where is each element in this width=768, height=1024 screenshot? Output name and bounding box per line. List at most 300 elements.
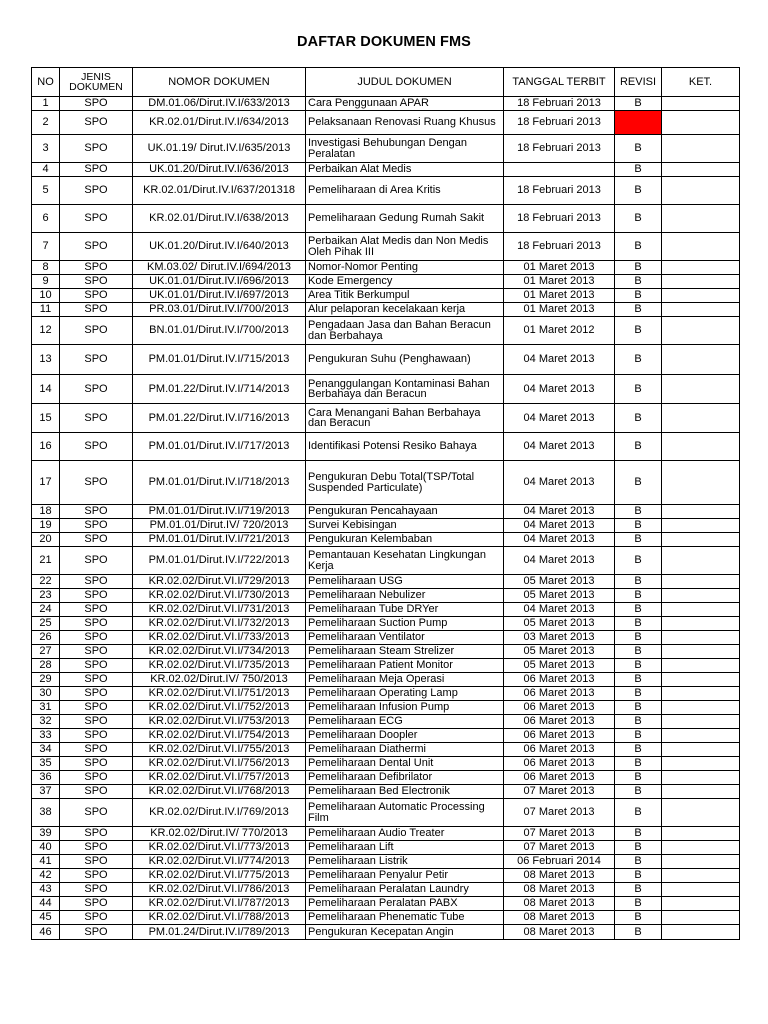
table-row	[32, 785, 740, 799]
revisi-cell: B	[615, 701, 662, 715]
row-number-cell: 10	[32, 289, 60, 303]
row-number-cell: 39	[32, 827, 60, 841]
tanggal-terbit-cell: 07 Maret 2013	[504, 827, 615, 841]
tanggal-terbit-cell: 01 Maret 2013	[504, 289, 615, 303]
row-number-cell: 43	[32, 883, 60, 897]
table-row	[32, 855, 740, 869]
revisi-cell: B	[615, 715, 662, 729]
tanggal-terbit-cell: 04 Maret 2013	[504, 533, 615, 547]
row-number-cell: 15	[32, 404, 60, 433]
revisi-cell: B	[615, 519, 662, 533]
judul-dokumen-cell: Perbaikan Alat Medis	[306, 163, 504, 177]
table-row	[32, 135, 740, 163]
nomor-dokumen-cell: KR.02.02/Dirut.VI.I/786/2013	[133, 883, 306, 897]
nomor-dokumen-cell: PM.01.22/Dirut.IV.I/714/2013	[133, 375, 306, 404]
keterangan-cell	[662, 631, 740, 645]
row-number-cell: 19	[32, 519, 60, 533]
nomor-dokumen-cell: UK.01.19/ Dirut.IV.I/635/2013	[133, 135, 306, 163]
row-number-cell: 45	[32, 911, 60, 925]
table-row	[32, 317, 740, 345]
keterangan-cell	[662, 233, 740, 261]
tanggal-terbit-cell: 08 Maret 2013	[504, 925, 615, 940]
revisi-cell: B	[615, 687, 662, 701]
judul-dokumen-cell: Pengukuran Kelembaban	[306, 533, 504, 547]
judul-dokumen-cell: Investigasi Behubungan Dengan Peralatan	[306, 135, 504, 163]
nomor-dokumen-cell: KR.02.02/Dirut.VI.I/773/2013	[133, 841, 306, 855]
tanggal-terbit-cell: 07 Maret 2013	[504, 799, 615, 827]
keterangan-cell	[662, 855, 740, 869]
tanggal-terbit-cell: 18 Februari 2013	[504, 177, 615, 205]
row-number-cell: 3	[32, 135, 60, 163]
judul-dokumen-cell: Pemeliharaan Infusion Pump	[306, 701, 504, 715]
revisi-cell: B	[615, 135, 662, 163]
revisi-cell: B	[615, 205, 662, 233]
row-number-cell: 31	[32, 701, 60, 715]
jenis-dokumen-cell: SPO	[60, 519, 133, 533]
revisi-cell: B	[615, 505, 662, 519]
tanggal-terbit-cell: 18 Februari 2013	[504, 205, 615, 233]
tanggal-terbit-cell: 08 Maret 2013	[504, 869, 615, 883]
revisi-cell: B	[615, 97, 662, 111]
row-number-cell: 34	[32, 743, 60, 757]
revisi-cell: B	[615, 163, 662, 177]
revisi-cell: B	[615, 317, 662, 345]
tanggal-terbit-cell: 07 Maret 2013	[504, 785, 615, 799]
jenis-dokumen-cell: SPO	[60, 317, 133, 345]
jenis-dokumen-cell: SPO	[60, 589, 133, 603]
table-row	[32, 261, 740, 275]
judul-dokumen-cell: Pemeliharaan Defibrilator	[306, 771, 504, 785]
tanggal-terbit-cell	[504, 163, 615, 177]
tanggal-terbit-cell: 18 Februari 2013	[504, 135, 615, 163]
table-row	[32, 729, 740, 743]
revisi-cell: B	[615, 433, 662, 461]
nomor-dokumen-cell: KR.02.02/Dirut.VI.I/755/2013	[133, 743, 306, 757]
nomor-dokumen-cell: KR.02.02/Dirut.VI.I/756/2013	[133, 757, 306, 771]
tanggal-terbit-cell: 01 Maret 2012	[504, 317, 615, 345]
keterangan-cell	[662, 433, 740, 461]
keterangan-cell	[662, 345, 740, 375]
row-number-cell: 46	[32, 925, 60, 940]
jenis-dokumen-cell: SPO	[60, 205, 133, 233]
revisi-cell: B	[615, 743, 662, 757]
keterangan-cell	[662, 659, 740, 673]
nomor-dokumen-cell: PM.01.01/Dirut.IV.I/717/2013	[133, 433, 306, 461]
row-number-cell: 22	[32, 575, 60, 589]
jenis-dokumen-cell: SPO	[60, 785, 133, 799]
revisi-cell: B	[615, 275, 662, 289]
row-number-cell: 30	[32, 687, 60, 701]
judul-dokumen-cell: Pemeliharaan Nebulizer	[306, 589, 504, 603]
tanggal-terbit-cell: 06 Februari 2014	[504, 855, 615, 869]
nomor-dokumen-cell: UK.01.20/Dirut.IV.I/636/2013	[133, 163, 306, 177]
revisi-cell: B	[615, 827, 662, 841]
tanggal-terbit-cell: 08 Maret 2013	[504, 911, 615, 925]
nomor-dokumen-cell: KR.02.02/Dirut.VI.I/752/2013	[133, 701, 306, 715]
judul-dokumen-cell: Pemeliharaan Automatic Processing Film	[306, 799, 504, 827]
table-row	[32, 673, 740, 687]
tanggal-terbit-cell: 05 Maret 2013	[504, 659, 615, 673]
judul-dokumen-cell: Survei Kebisingan	[306, 519, 504, 533]
judul-dokumen-cell: Pemeliharaan Steam Strelizer	[306, 645, 504, 659]
row-number-cell: 7	[32, 233, 60, 261]
keterangan-cell	[662, 645, 740, 659]
nomor-dokumen-cell: UK.01.01/Dirut.IV.I/696/2013	[133, 275, 306, 289]
nomor-dokumen-cell: PM.01.01/Dirut.IV.I/719/2013	[133, 505, 306, 519]
revisi-cell: B	[615, 375, 662, 404]
judul-dokumen-cell: Pemeliharaan Suction Pump	[306, 617, 504, 631]
table-row	[32, 275, 740, 289]
nomor-dokumen-cell: KR.02.02/Dirut.VI.I/735/2013	[133, 659, 306, 673]
jenis-dokumen-cell: SPO	[60, 687, 133, 701]
header-judul-dokumen: JUDUL DOKUMEN	[306, 68, 504, 97]
revisi-cell: B	[615, 659, 662, 673]
row-number-cell: 18	[32, 505, 60, 519]
tanggal-terbit-cell: 04 Maret 2013	[504, 547, 615, 575]
table-row	[32, 111, 740, 135]
keterangan-cell	[662, 461, 740, 505]
nomor-dokumen-cell: KR.02.01/Dirut.IV.I/638/2013	[133, 205, 306, 233]
header-jenis-dokumen: JENIS DOKUMEN	[60, 68, 133, 97]
jenis-dokumen-cell: SPO	[60, 911, 133, 925]
judul-dokumen-cell: Pemeliharaan Peralatan PABX	[306, 897, 504, 911]
table-row	[32, 897, 740, 911]
keterangan-cell	[662, 897, 740, 911]
document-table	[31, 67, 740, 940]
jenis-dokumen-cell: SPO	[60, 715, 133, 729]
revisi-cell: B	[615, 757, 662, 771]
jenis-dokumen-cell: SPO	[60, 603, 133, 617]
tanggal-terbit-cell: 01 Maret 2013	[504, 303, 615, 317]
nomor-dokumen-cell: KR.02.01/Dirut.IV.I/634/2013	[133, 111, 306, 135]
jenis-dokumen-cell: SPO	[60, 771, 133, 785]
nomor-dokumen-cell: PM.01.01/Dirut.IV.I/721/2013	[133, 533, 306, 547]
keterangan-cell	[662, 785, 740, 799]
row-number-cell: 16	[32, 433, 60, 461]
row-number-cell: 35	[32, 757, 60, 771]
nomor-dokumen-cell: KR.02.02/Dirut.VI.I/734/2013	[133, 645, 306, 659]
jenis-dokumen-cell: SPO	[60, 289, 133, 303]
nomor-dokumen-cell: KR.02.02/Dirut.VI.I/788/2013	[133, 911, 306, 925]
table-row	[32, 177, 740, 205]
revisi-cell: B	[615, 404, 662, 433]
judul-dokumen-cell: Pemeliharaan Peralatan Laundry	[306, 883, 504, 897]
keterangan-cell	[662, 97, 740, 111]
nomor-dokumen-cell: KR.02.02/Dirut.VI.I/733/2013	[133, 631, 306, 645]
jenis-dokumen-cell: SPO	[60, 897, 133, 911]
nomor-dokumen-cell: KR.02.02/Dirut.VI.I/774/2013	[133, 855, 306, 869]
row-number-cell: 36	[32, 771, 60, 785]
row-number-cell: 20	[32, 533, 60, 547]
judul-dokumen-cell: Pemeliharaan Patient Monitor	[306, 659, 504, 673]
header-tanggal-terbit: TANGGAL TERBIT	[504, 68, 615, 97]
keterangan-cell	[662, 135, 740, 163]
revisi-cell: B	[615, 799, 662, 827]
row-number-cell: 37	[32, 785, 60, 799]
nomor-dokumen-cell: PR.03.01/Dirut.IV.I/700/2013	[133, 303, 306, 317]
keterangan-cell	[662, 673, 740, 687]
table-row	[32, 827, 740, 841]
table-row	[32, 715, 740, 729]
jenis-dokumen-cell: SPO	[60, 461, 133, 505]
jenis-dokumen-cell: SPO	[60, 303, 133, 317]
revisi-cell: B	[615, 673, 662, 687]
jenis-dokumen-cell: SPO	[60, 841, 133, 855]
judul-dokumen-cell: Pemeliharaan di Area Kritis	[306, 177, 504, 205]
tanggal-terbit-cell: 18 Februari 2013	[504, 97, 615, 111]
row-number-cell: 4	[32, 163, 60, 177]
keterangan-cell	[662, 404, 740, 433]
jenis-dokumen-cell: SPO	[60, 869, 133, 883]
keterangan-cell	[662, 743, 740, 757]
jenis-dokumen-cell: SPO	[60, 433, 133, 461]
row-number-cell: 2	[32, 111, 60, 135]
judul-dokumen-cell: Pelaksanaan Renovasi Ruang Khusus	[306, 111, 504, 135]
keterangan-cell	[662, 827, 740, 841]
jenis-dokumen-cell: SPO	[60, 233, 133, 261]
table-row	[32, 163, 740, 177]
row-number-cell: 38	[32, 799, 60, 827]
nomor-dokumen-cell: DM.01.06/Dirut.IV.I/633/2013	[133, 97, 306, 111]
judul-dokumen-cell: Pengukuran Suhu (Penghawaan)	[306, 345, 504, 375]
row-number-cell: 33	[32, 729, 60, 743]
table-row	[32, 659, 740, 673]
table-row	[32, 519, 740, 533]
judul-dokumen-cell: Kode Emergency	[306, 275, 504, 289]
keterangan-cell	[662, 533, 740, 547]
revisi-cell: B	[615, 911, 662, 925]
revisi-cell: B	[615, 869, 662, 883]
table-row	[32, 589, 740, 603]
nomor-dokumen-cell: KR.02.02/Dirut.IV/ 770/2013	[133, 827, 306, 841]
keterangan-cell	[662, 575, 740, 589]
row-number-cell: 32	[32, 715, 60, 729]
jenis-dokumen-cell: SPO	[60, 533, 133, 547]
table-row	[32, 205, 740, 233]
nomor-dokumen-cell: KR.02.02/Dirut.VI.I/768/2013	[133, 785, 306, 799]
table-row	[32, 233, 740, 261]
jenis-dokumen-cell: SPO	[60, 729, 133, 743]
nomor-dokumen-cell: KR.02.02/Dirut.VI.I/730/2013	[133, 589, 306, 603]
tanggal-terbit-cell: 03 Maret 2013	[504, 631, 615, 645]
jenis-dokumen-cell: SPO	[60, 799, 133, 827]
nomor-dokumen-cell: UK.01.01/Dirut.IV.I/697/2013	[133, 289, 306, 303]
nomor-dokumen-cell: PM.01.01/Dirut.IV.I/715/2013	[133, 345, 306, 375]
tanggal-terbit-cell: 04 Maret 2013	[504, 433, 615, 461]
table-body	[32, 97, 740, 940]
nomor-dokumen-cell: PM.01.01/Dirut.IV/ 720/2013	[133, 519, 306, 533]
table-row	[32, 841, 740, 855]
judul-dokumen-cell: Pemeliharaan Dental Unit	[306, 757, 504, 771]
nomor-dokumen-cell: KR.02.02/Dirut.VI.I/754/2013	[133, 729, 306, 743]
keterangan-cell	[662, 589, 740, 603]
table-row	[32, 687, 740, 701]
judul-dokumen-cell: Pemeliharaan Meja Operasi	[306, 673, 504, 687]
keterangan-cell	[662, 205, 740, 233]
tanggal-terbit-cell: 05 Maret 2013	[504, 575, 615, 589]
table-row	[32, 575, 740, 589]
keterangan-cell	[662, 519, 740, 533]
revisi-cell: B	[615, 547, 662, 575]
jenis-dokumen-cell: SPO	[60, 631, 133, 645]
judul-dokumen-cell: Pengukuran Kecepatan Angin	[306, 925, 504, 940]
tanggal-terbit-cell: 06 Maret 2013	[504, 743, 615, 757]
table-row	[32, 404, 740, 433]
row-number-cell: 9	[32, 275, 60, 289]
judul-dokumen-cell: Pemeliharaan Penyalur Petir	[306, 869, 504, 883]
tanggal-terbit-cell: 07 Maret 2013	[504, 841, 615, 855]
revisi-cell: B	[615, 603, 662, 617]
keterangan-cell	[662, 317, 740, 345]
tanggal-terbit-cell: 05 Maret 2013	[504, 645, 615, 659]
judul-dokumen-cell: Pengukuran Pencahayaan	[306, 505, 504, 519]
keterangan-cell	[662, 275, 740, 289]
row-number-cell: 29	[32, 673, 60, 687]
nomor-dokumen-cell: KR.02.01/Dirut.IV.I/637/201318	[133, 177, 306, 205]
table-row	[32, 799, 740, 827]
judul-dokumen-cell: Pengadaan Jasa dan Bahan Beracun dan Berbahaya	[306, 317, 504, 345]
row-number-cell: 21	[32, 547, 60, 575]
keterangan-cell	[662, 303, 740, 317]
jenis-dokumen-cell: SPO	[60, 261, 133, 275]
revisi-cell: B	[615, 233, 662, 261]
revisi-cell: B	[615, 883, 662, 897]
table-row	[32, 771, 740, 785]
table-row	[32, 631, 740, 645]
keterangan-cell	[662, 505, 740, 519]
nomor-dokumen-cell: KM.03.02/ Dirut.IV.I/694/2013	[133, 261, 306, 275]
keterangan-cell	[662, 715, 740, 729]
row-number-cell: 28	[32, 659, 60, 673]
judul-dokumen-cell: Pemeliharaan Diathermi	[306, 743, 504, 757]
revisi-cell: B	[615, 177, 662, 205]
table-row	[32, 97, 740, 111]
revisi-cell: B	[615, 533, 662, 547]
jenis-dokumen-cell: SPO	[60, 375, 133, 404]
jenis-dokumen-cell: SPO	[60, 505, 133, 519]
jenis-dokumen-cell: SPO	[60, 617, 133, 631]
revisi-cell: B	[615, 617, 662, 631]
tanggal-terbit-cell: 06 Maret 2013	[504, 729, 615, 743]
judul-dokumen-cell: Area Titik Berkumpul	[306, 289, 504, 303]
keterangan-cell	[662, 729, 740, 743]
jenis-dokumen-cell: SPO	[60, 275, 133, 289]
nomor-dokumen-cell: KR.02.02/Dirut.VI.I/729/2013	[133, 575, 306, 589]
judul-dokumen-cell: Pengukuran Debu Total(TSP/Total Suspended Particulate)	[306, 461, 504, 505]
keterangan-cell	[662, 547, 740, 575]
judul-dokumen-cell: Pemeliharaan Doopler	[306, 729, 504, 743]
page-title: DAFTAR DOKUMEN FMS	[297, 34, 471, 50]
jenis-dokumen-cell: SPO	[60, 925, 133, 940]
judul-dokumen-cell: Pemeliharaan Bed Electronik	[306, 785, 504, 799]
judul-dokumen-cell: Cara Menangani Bahan Berbahaya dan Beracun	[306, 404, 504, 433]
row-number-cell: 40	[32, 841, 60, 855]
row-number-cell: 17	[32, 461, 60, 505]
revisi-cell: B	[615, 855, 662, 869]
table-row	[32, 303, 740, 317]
revisi-cell: B	[615, 303, 662, 317]
jenis-dokumen-cell: SPO	[60, 163, 133, 177]
nomor-dokumen-cell: PM.01.24/Dirut.IV.I/789/2013	[133, 925, 306, 940]
keterangan-cell	[662, 111, 740, 135]
header-ket: KET.	[662, 68, 740, 97]
revisi-cell: B	[615, 785, 662, 799]
revisi-cell: B	[615, 575, 662, 589]
judul-dokumen-cell: Identifikasi Potensi Resiko Bahaya	[306, 433, 504, 461]
row-number-cell: 11	[32, 303, 60, 317]
tanggal-terbit-cell: 08 Maret 2013	[504, 883, 615, 897]
judul-dokumen-cell: Cara Penggunaan APAR	[306, 97, 504, 111]
row-number-cell: 13	[32, 345, 60, 375]
keterangan-cell	[662, 289, 740, 303]
keterangan-cell	[662, 163, 740, 177]
revisi-cell: B	[615, 289, 662, 303]
tanggal-terbit-cell: 04 Maret 2013	[504, 375, 615, 404]
nomor-dokumen-cell: KR.02.02/Dirut.VI.I/731/2013	[133, 603, 306, 617]
judul-dokumen-cell: Perbaikan Alat Medis dan Non Medis Oleh Pihak III	[306, 233, 504, 261]
keterangan-cell	[662, 771, 740, 785]
judul-dokumen-cell: Pemeliharaan Audio Treater	[306, 827, 504, 841]
nomor-dokumen-cell: KR.02.02/Dirut.VI.I/787/2013	[133, 897, 306, 911]
judul-dokumen-cell: Pemeliharaan Operating Lamp	[306, 687, 504, 701]
tanggal-terbit-cell: 18 Februari 2013	[504, 111, 615, 135]
tanggal-terbit-cell: 05 Maret 2013	[504, 617, 615, 631]
revisi-cell: B	[615, 771, 662, 785]
jenis-dokumen-cell: SPO	[60, 345, 133, 375]
table-row	[32, 883, 740, 897]
row-number-cell: 14	[32, 375, 60, 404]
tanggal-terbit-cell: 06 Maret 2013	[504, 757, 615, 771]
keterangan-cell	[662, 603, 740, 617]
tanggal-terbit-cell: 06 Maret 2013	[504, 701, 615, 715]
revisi-cell: B	[615, 729, 662, 743]
row-number-cell: 27	[32, 645, 60, 659]
nomor-dokumen-cell: PM.01.22/Dirut.IV.I/716/2013	[133, 404, 306, 433]
revisi-cell: B	[615, 897, 662, 911]
row-number-cell: 44	[32, 897, 60, 911]
table-row	[32, 547, 740, 575]
table-row	[32, 617, 740, 631]
tanggal-terbit-cell: 18 Februari 2013	[504, 233, 615, 261]
nomor-dokumen-cell: KR.02.02/Dirut.IV.I/769/2013	[133, 799, 306, 827]
row-number-cell: 5	[32, 177, 60, 205]
revisi-cell: B	[615, 645, 662, 659]
header-nomor-dokumen: NOMOR DOKUMEN	[133, 68, 306, 97]
nomor-dokumen-cell: BN.01.01/Dirut.IV.I/700/2013	[133, 317, 306, 345]
judul-dokumen-cell: Pemeliharaan Lift	[306, 841, 504, 855]
tanggal-terbit-cell: 04 Maret 2013	[504, 404, 615, 433]
row-number-cell: 1	[32, 97, 60, 111]
table-row	[32, 289, 740, 303]
keterangan-cell	[662, 883, 740, 897]
revisi-cell: B	[615, 841, 662, 855]
revisi-cell	[615, 111, 662, 135]
nomor-dokumen-cell: PM.01.01/Dirut.IV.I/718/2013	[133, 461, 306, 505]
tanggal-terbit-cell: 08 Maret 2013	[504, 897, 615, 911]
nomor-dokumen-cell: PM.01.01/Dirut.IV.I/722/2013	[133, 547, 306, 575]
nomor-dokumen-cell: KR.02.02/Dirut.VI.I/751/2013	[133, 687, 306, 701]
table-row	[32, 645, 740, 659]
jenis-dokumen-cell: SPO	[60, 575, 133, 589]
table-row	[32, 345, 740, 375]
judul-dokumen-cell: Pemeliharaan ECG	[306, 715, 504, 729]
nomor-dokumen-cell: UK.01.20/Dirut.IV.I/640/2013	[133, 233, 306, 261]
jenis-dokumen-cell: SPO	[60, 673, 133, 687]
keterangan-cell	[662, 177, 740, 205]
tanggal-terbit-cell: 04 Maret 2013	[504, 345, 615, 375]
revisi-cell: B	[615, 345, 662, 375]
table-row	[32, 375, 740, 404]
